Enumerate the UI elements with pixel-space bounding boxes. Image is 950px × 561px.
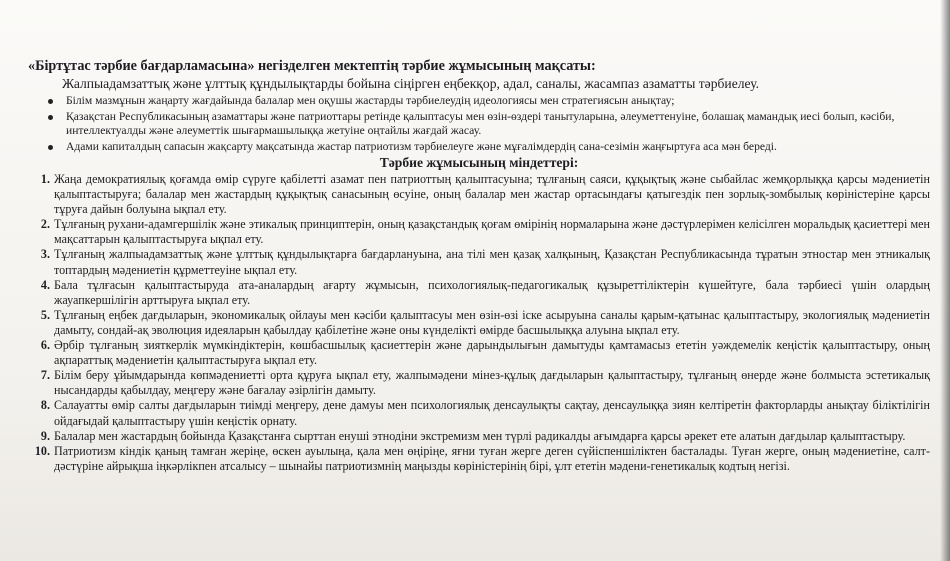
task-text: Бала тұлғасын қалыптастыруда ата-аналардың ағарту жұмысын, психологиялық-педагогикалық құзыреттіліктерін күшейтуге, бала тәрбиесі үшін олардың жауапкершілігін арттыруға ықпал ету. <box>54 277 930 307</box>
task-item <box>28 429 930 444</box>
page-edge-shadow <box>940 0 950 561</box>
task-item <box>28 247 930 277</box>
bullet-icon <box>48 115 53 120</box>
task-number: 2. <box>40 217 50 232</box>
task-number: 10. <box>34 443 50 458</box>
document-heading: «Біртұтас тәрбие бағдарламасына» негізделген мектептің тәрбие жұмысының мақсаты: <box>28 58 596 74</box>
task-item <box>28 172 930 217</box>
bullet-icon <box>48 99 53 104</box>
tasks-title: Тәрбие жұмысының міндеттері: <box>379 155 579 170</box>
goals-list <box>28 94 930 154</box>
tasks-list <box>28 172 930 474</box>
goal-text: Білім мазмұнын жаңарту жағдайында балалар мен оқушы жастарды тәрбиелеудің идеологиясы мен стратегиясын анықтау; <box>66 94 675 107</box>
task-number: 3. <box>40 247 50 262</box>
task-number: 5. <box>40 307 50 322</box>
goal-text: Қазақстан Республикасының азаматтары және патриоттары ретінде қалыптасуы мен өзін-өздері танытуларына, әлеуметтенуіне, болашақ мамандық иесі болып, кәсіби, интеллектуалды және әлеуметтік шығармашылыққа жетуіне оңтайлы жағдай жасау. <box>66 109 895 137</box>
task-number: 8. <box>40 398 50 413</box>
task-item <box>28 338 930 368</box>
task-text: Салауатты өмір салты дағдыларын тиімді меңгеру, дене дамуы мен психологиялық денсаулықты сақтау, денсаулыққа зиян келтіретін факторларды анықтау біліктілігін ойдағыдай қалыптастыру үшін кеңістік орнату. <box>54 398 930 428</box>
task-text: Жаңа демократиялық қоғамда өмір сүруге қабілетті азамат пен патриоттың қалыптасуына; тұлғаның саяси, құқықтық және сыбайлас жемқорлыққа қарсы мәдениетін қалыптастыруға; балалар мен жастардың құқықтық санасының өсуіне, оның балалар мен жастар ортасындағы қатыгездік пен зорлық-зомбылық көріністеріне қарсы тұруға дайын болуына ықпал ету. <box>54 172 930 217</box>
task-text: Балалар мен жастардың бойында Қазақстанға сырттан енуші этнодіни экстремизм мен түрлі радикалды ағымдарға қарсы әрекет ете алатын дағдылар қалыптастыру. <box>54 428 906 443</box>
task-item <box>28 444 930 474</box>
task-item <box>28 398 930 428</box>
task-text: Әрбір тұлғаның зияткерлік мүмкіндіктерін, көшбасшылық қасиеттерін және дарындылығын дамытуды қамтамасыз ететін уәждемелік кеңістік қалыптастыру, оның ақпараттық мәдениетін қалыптастыруға ықпал ету. <box>54 338 930 368</box>
goal-text: Адами капиталдың сапасын жақсарту мақсатында жастар патриотизм тәрбиелеуге және мұғалімдердің сана-сезімін жаңғыртуға аса мән береді. <box>66 139 777 153</box>
task-item <box>28 368 930 398</box>
task-item <box>28 217 930 247</box>
task-text: Тұлғаның жалпыадамзаттық және ұлттық құндылықтарға бағдарлануына, ана тілі мен қазақ халқының, Қазақстан Республикасында тұратын этностар мен этникалық топтардың мәдениетін құрметтеуіне ықпал ету. <box>54 247 930 277</box>
goal-item <box>46 110 930 139</box>
task-item <box>28 308 930 338</box>
task-number: 6. <box>40 338 50 353</box>
bullet-icon <box>48 145 53 150</box>
goal-item <box>46 140 930 155</box>
task-text: Тұлғаның еңбек дағдыларын, экономикалық ойлауы мен кәсіби қалыптасуы мен өзін-өзі іске асыруына саналы қарым-қатынас қалыптастыру, экологиялық мәдениетін дамыту, сондай-ақ эволюция идеяларын қабылдау қабілетіне және оны күнделікті өмірде басшылыққа алуына ықпал ету. <box>54 307 930 337</box>
task-number: 1. <box>40 172 50 186</box>
task-text: Білім беру ұйымдарында көпмәдениетті орта құруға ықпал ету, жалпымәдени мінез-құлық дағдыларын қалыптастыру, тұлғаның өнерде және болмыста эстетикалық нысандарды қабылдау, меңгеру және бағалау әзірлігін дамыту. <box>54 368 930 398</box>
task-number: 4. <box>40 277 50 292</box>
task-number: 9. <box>40 428 50 443</box>
task-text: Патриотизм кіндік қаның тамған жеріңе, өскен ауылыңа, қала мен өңіріңе, яғни туған жерге деген сүйіспеншіліктен басталады. Туған жерге, оның мәдениетіне, салт-дәстүріне айрықша іңкәрлікпен атсалысу – шынайы патриотизмнің маңызды көріністерінің бірі, ұлт ететін мәдени-генетикалық кодтың негізі. <box>54 443 930 473</box>
purpose-statement: Жалпыадамзаттық және ұлттық құндылықтарды бойына сіңірген еңбекқор, адал, саналы, жасампаз азаматты тәрбиелеу. <box>62 76 760 91</box>
task-number: 7. <box>40 368 50 383</box>
goal-item <box>46 94 930 109</box>
task-item <box>28 278 930 308</box>
task-text: Тұлғаның рухани-адамгершілік және этикалық принциптерін, оның қазақстандық қоғам өмірінің нормаларына және дәстүрлерімен келісілген моральдық қасиеттері мен мақсаттарын қалыптастыруға ықпал ету. <box>54 217 930 247</box>
